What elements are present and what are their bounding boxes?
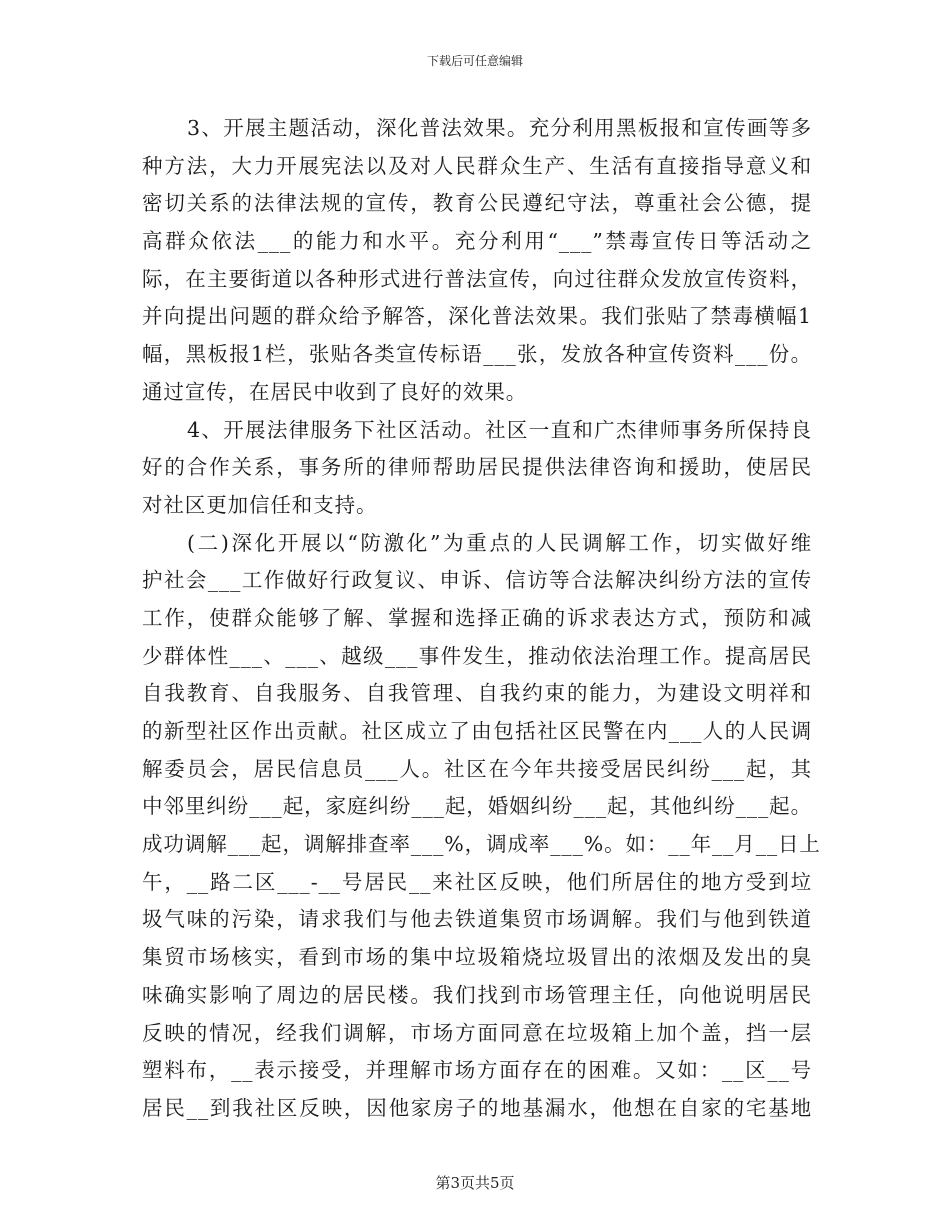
text-line: 3、开展主题活动，深化普法效果。充分利用黑板报和宣传画等多 (187, 116, 812, 140)
text-line: 好的合作关系，事务所的律师帮助居民提供法律咨询和援助，使居民 (142, 455, 812, 480)
text-line: 的新型社区作出贡献。社区成立了由包括社区民警在内___人的人民调 (142, 719, 812, 743)
text-line: 解委员会，居民信息员___人。社区在今年共接受居民纠纷___起，其 (142, 756, 812, 781)
text-line: 密切关系的法律法规的宣传，教育公民遵纪守法，尊重社会公德，提 (142, 191, 812, 216)
text-line: 反映的情况，经我们调解，市场方面同意在垃圾箱上加个盖，挡一层 (142, 1020, 812, 1045)
text-line: (二)深化开展以“防激化”为重点的人民调解工作，切实做好维 (187, 530, 812, 555)
text-line: 塑料布，__表示接受，并理解市场方面存在的困难。又如：__区__号 (142, 1058, 812, 1083)
text-line: 圾气味的污染，请求我们与他去铁道集贸市场调解。我们与他到铁道 (142, 907, 812, 932)
text-line: 味确实影响了周边的居民楼。我们找到市场管理主任，向他说明居民 (142, 982, 812, 1007)
text-line: 高群众依法___的能力和水平。充分利用“___”禁毒宣传日等活动之 (142, 229, 812, 254)
page-footer: 第3页共5页 (435, 1174, 515, 1192)
text-line: 通过宣传，在居民中收到了良好的效果。 (142, 379, 528, 404)
text-line: 成功调解___起，调解排查率___%，调成率___%。如：__年__月__日上 (142, 832, 821, 857)
text-line: 并向提出问题的群众给予解答，深化普法效果。我们张贴了禁毒横幅1 (142, 304, 812, 329)
text-line: 护社会___工作做好行政复议、申诉、信访等合法解决纠纷方法的宣传 (142, 568, 812, 593)
text-line: 少群体性___、___、越级___事件发生，推动依法治理工作。提高居民 (142, 643, 812, 668)
text-line: 4、开展法律服务下社区活动。社区一直和广杰律师事务所保持良 (187, 417, 812, 442)
text-line: 工作，使群众能够了解、掌握和选择正确的诉求表达方式，预防和减 (142, 605, 812, 630)
text-line: 际，在主要街道以各种形式进行普法宣传，向过往群众发放宣传资料， (142, 266, 812, 291)
page-header: 下载后可任意编辑 (426, 54, 523, 68)
text-line: 自我教育、自我服务、自我管理、自我约束的能力，为建设文明祥和 (142, 681, 812, 706)
text-line: 幅，黑板报1栏，张贴各类宣传标语___张，发放各种宣传资料___份。 (142, 342, 812, 367)
text-line: 居民__到我社区反映，因他家房子的地基漏水，他想在自家的宅基地 (142, 1095, 812, 1120)
text-line: 中邻里纠纷___起，家庭纠纷___起，婚姻纠纷___起，其他纠纷___起。 (142, 794, 812, 819)
text-line: 对社区更加信任和支持。 (142, 492, 378, 517)
text-line: 集贸市场核实，看到市场的集中垃圾箱烧垃圾冒出的浓烟及发出的臭 (142, 945, 812, 970)
document-body (142, 110, 821, 1128)
text-line: 种方法，大力开展宪法以及对人民群众生产、生活有直接指导意义和 (142, 153, 812, 178)
text-line: 午，__路二区___-__号居民__来社区反映，他们所居住的地方受到垃 (142, 869, 812, 894)
